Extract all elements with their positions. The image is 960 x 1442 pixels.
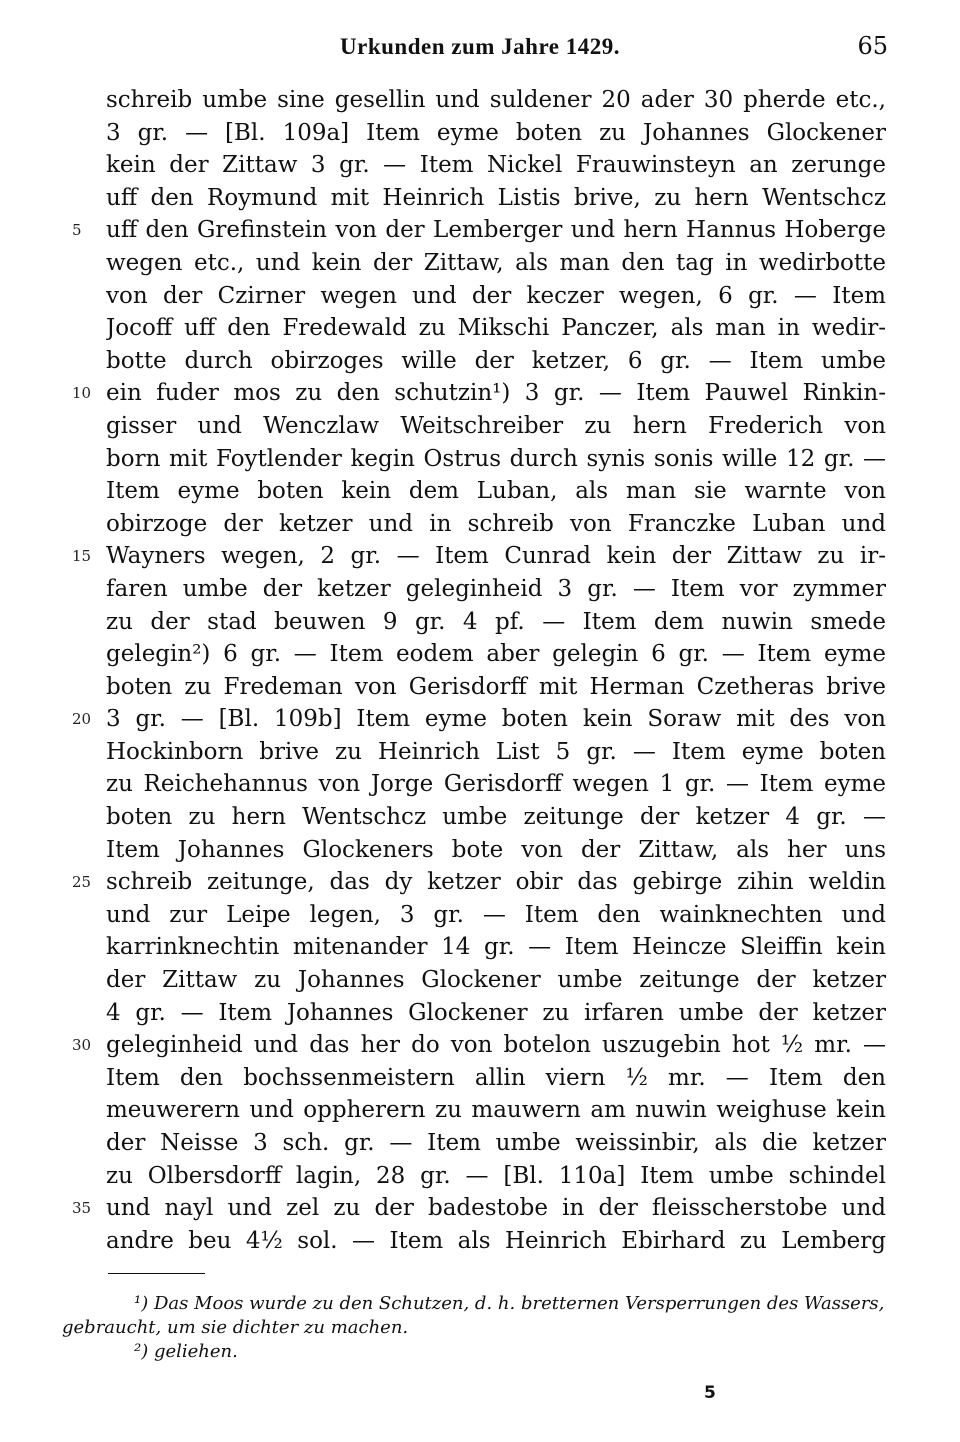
text-line: [106, 1160, 886, 1193]
line-text: karrinknechtin mitenander 14 gr. — Item Heincze Sleiffin kein: [106, 934, 886, 961]
line-text: uff den Grefinstein von der Lemberger und hern Hannus Hoberge: [106, 217, 886, 244]
footnote-divider: [108, 1273, 205, 1274]
text-line: [72, 1192, 886, 1225]
text-line: [106, 312, 886, 345]
text-line: [106, 1094, 886, 1127]
line-text: obirzoge der ketzer und in schreib von Franczke Luban und: [106, 510, 886, 537]
body-text: [72, 84, 886, 1257]
text-line: [106, 997, 886, 1030]
line-text: gelegin²) 6 gr. — Item eodem aber gelegin 6 gr. — Item eyme: [106, 641, 886, 668]
line-text: der Neisse 3 sch. gr. — Item umbe weissinbir, als die ketzer: [106, 1130, 886, 1156]
line-number: 20: [72, 710, 92, 729]
line-text: 3 gr. — [Bl. 109a] Item eyme boten zu Johannes Glockener: [106, 119, 886, 146]
line-text: geleginheid und das her do von botelon uszugebin hot ½ mr. —: [106, 1032, 886, 1059]
line-text: und nayl und zel zu der badestobe in der fleisscherstobe und: [106, 1195, 886, 1222]
text-line: [106, 606, 886, 639]
text-line: [106, 573, 886, 606]
footnote-1: ¹) Das Moos wurde zu den Schutzen, d. h. bretternen Versperrungen des Wassers,: [134, 1293, 885, 1314]
text-line: [106, 834, 886, 867]
page-number: 65: [857, 32, 888, 60]
text-line: [106, 931, 886, 964]
text-line: [106, 638, 886, 671]
line-text: gisser und Wenczlaw Weitschreiber zu hern Frederich von: [106, 412, 886, 439]
text-line: [106, 345, 886, 378]
text-line: [72, 214, 886, 247]
text-line: [72, 703, 886, 736]
text-line: [106, 149, 886, 182]
line-text: der Zittaw zu Johannes Glockener umbe zeitunge der ketzer: [106, 967, 886, 994]
page-header: [0, 28, 960, 68]
line-text: zu der stad beuwen 9 gr. 4 pf. — Item dem nuwin smede: [106, 608, 886, 635]
line-text: wegen etc., und kein der Zittaw, als man den tag in wedirbotte: [106, 249, 886, 276]
line-text: meuwerern und oppherern zu mauwern am nuwin weighuse kein: [106, 1097, 886, 1124]
line-text: Hockinborn brive zu Heinrich List 5 gr. — Item eyme boten: [106, 738, 886, 765]
line-text: Item den bochssenmeistern allin viern ½ mr. — Item den: [106, 1064, 886, 1091]
line-text: botte durch obirzoges wille der ketzer, 6 gr. — Item umbe: [106, 347, 886, 374]
line-number: 30: [72, 1036, 92, 1055]
line-text: ein fuder mos zu den schutzin¹) 3 gr. — Item Pauwel Rinkin-: [106, 380, 886, 407]
running-title: Urkunden zum Jahre 1429.: [340, 34, 620, 59]
text-line: [106, 1225, 886, 1258]
line-text: boten zu Fredeman von Gerisdorff mit Herman Czetheras brive: [106, 673, 886, 700]
line-text: andre beu 4½ sol. — Item als Heinrich Ebirhard zu Lemberg: [106, 1227, 886, 1254]
line-number: 35: [72, 1199, 92, 1218]
text-line: [106, 443, 886, 476]
text-line: [106, 410, 886, 443]
footnote-1-continuation: gebraucht, um sie dichter zu machen.: [62, 1317, 409, 1338]
line-text: faren umbe der ketzer geleginheid 3 gr. — Item vor zymmer: [106, 575, 886, 602]
line-text: zu Reichehannus von Jorge Gerisdorff wegen 1 gr. — Item eyme: [106, 771, 886, 798]
line-text: Item eyme boten kein dem Luban, als man sie warnte von: [106, 478, 886, 505]
text-line: [106, 964, 886, 997]
text-line: [106, 182, 886, 215]
text-line: [106, 671, 886, 704]
line-text: boten zu hern Wentschcz umbe zeitunge der ketzer 4 gr. —: [106, 804, 886, 831]
text-line: [72, 540, 886, 573]
text-line: [106, 768, 886, 801]
line-text: schreib zeitunge, das dy ketzer obir das gebirge zihin weldin: [106, 869, 886, 896]
line-text: zu Olbersdorff lagin, 28 gr. — [Bl. 110a] Item umbe schindel: [106, 1162, 886, 1189]
line-text: von der Czirner wegen und der keczer wegen, 6 gr. — Item: [106, 282, 886, 309]
text-line: [106, 117, 886, 150]
signature-mark: 5: [704, 1383, 716, 1403]
line-text: 3 gr. — [Bl. 109b] Item eyme boten kein Soraw mit des von: [106, 706, 886, 733]
line-text: schreib umbe sine gesellin und suldener 20 ader 30 pherde etc.,: [106, 87, 886, 113]
text-line: [106, 1062, 886, 1095]
text-line: [106, 899, 886, 932]
text-line: [72, 377, 886, 410]
text-line: [106, 247, 886, 280]
text-line: [72, 866, 886, 899]
line-text: Item Johannes Glockeners bote von der Zittaw, als her uns: [106, 836, 886, 863]
text-line: [106, 475, 886, 508]
text-line: [106, 508, 886, 541]
line-number: 10: [72, 384, 92, 403]
line-text: kein der Zittaw 3 gr. — Item Nickel Frauwinsteyn an zerunge: [106, 152, 886, 179]
footnote-2: ²) geliehen.: [134, 1341, 238, 1362]
line-text: uff den Roymund mit Heinrich Listis brive, zu hern Wentschcz: [106, 184, 886, 211]
line-number: 25: [72, 873, 92, 892]
line-number: 5: [72, 221, 82, 240]
line-number: 15: [72, 547, 92, 566]
text-line: [106, 84, 886, 117]
line-text: 4 gr. — Item Johannes Glockener zu irfaren umbe der ketzer: [106, 999, 886, 1026]
line-text: Wayners wegen, 2 gr. — Item Cunrad kein der Zittaw zu ir-: [106, 543, 886, 570]
text-line: [72, 1029, 886, 1062]
footnotes: [62, 1292, 892, 1364]
line-text: und zur Leipe legen, 3 gr. — Item den wainknechten und: [106, 901, 886, 928]
text-line: [106, 801, 886, 834]
line-text: born mit Foytlender kegin Ostrus durch synis sonis wille 12 gr. —: [106, 445, 886, 472]
text-line: [106, 1127, 886, 1160]
line-text: Jocoff uff den Fredewald zu Mikschi Panczer, als man in wedir-: [106, 315, 886, 342]
text-line: [106, 280, 886, 313]
text-line: [106, 736, 886, 769]
